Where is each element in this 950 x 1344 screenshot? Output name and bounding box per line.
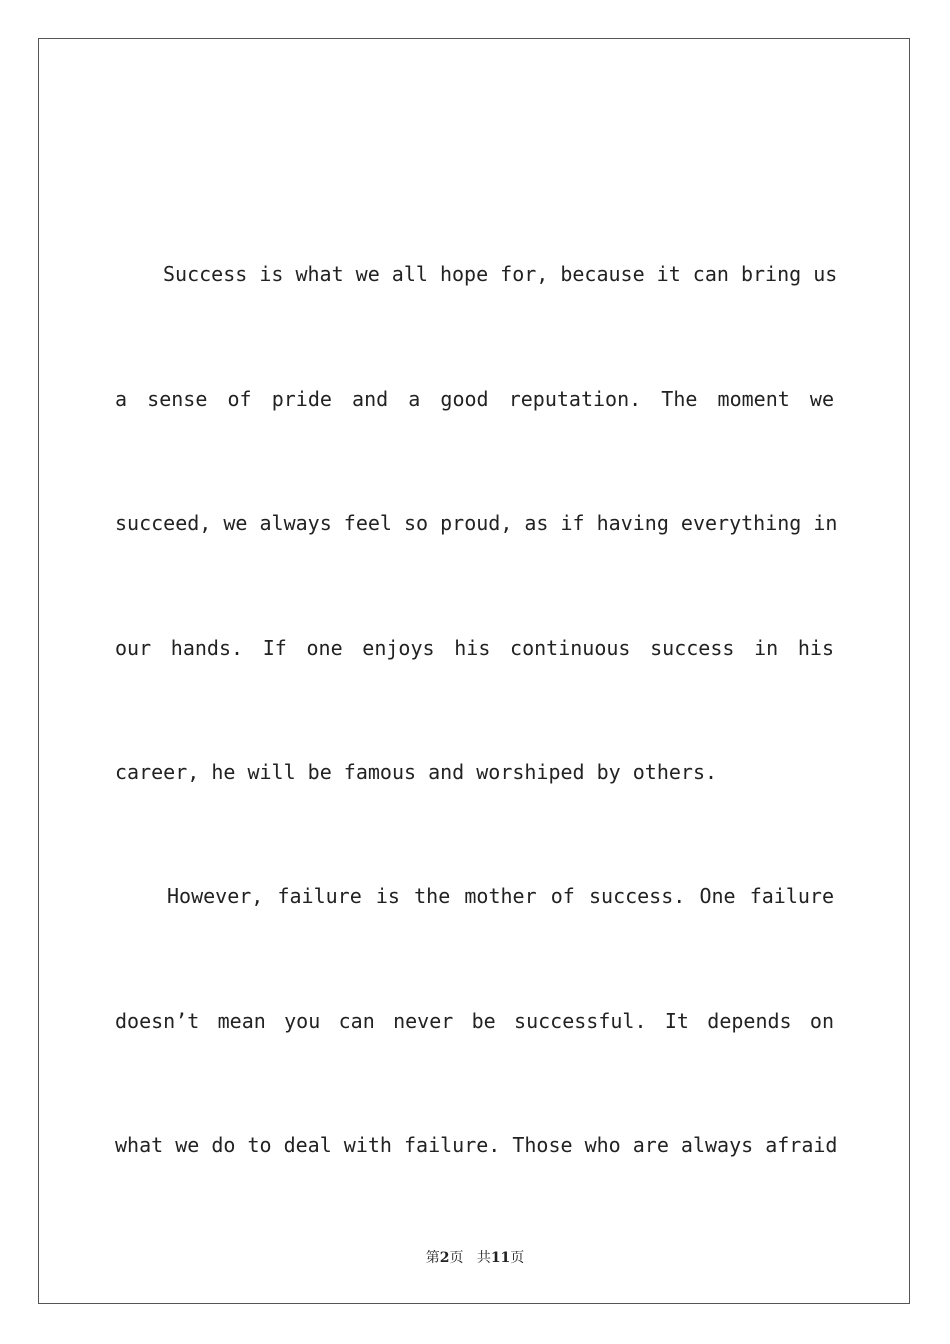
total-suffix: 页 (510, 1250, 525, 1266)
page-suffix: 页 (449, 1250, 464, 1266)
paragraph-2-line-1: However, failure is the mother of success. One failure (167, 884, 834, 908)
paragraph-1-line-2: a sense of pride and a good reputation. The moment we (115, 387, 834, 411)
page-number: 2 (439, 1250, 450, 1266)
paragraph-1-line-5: career, he will be famous and worshiped by others. (115, 760, 718, 784)
page-footer (0, 1247, 950, 1267)
total-prefix: 共 (476, 1250, 491, 1266)
paragraph-1-line-1: Success is what we all hope for, because it can bring us (163, 262, 838, 286)
paragraph-2-line-3: what we do to deal with failure. Those who are always afraid (115, 1133, 838, 1157)
page-frame (38, 38, 910, 1304)
paragraph-2-line-2: doesn’t mean you can never be successful. It depends on (115, 1009, 834, 1033)
paragraph-1-line-3: succeed, we always feel so proud, as if having everything in (115, 511, 838, 535)
page-prefix: 第 (425, 1250, 440, 1266)
total-pages: 11 (490, 1250, 511, 1266)
paragraph-1-line-4: our hands. If one enjoys his continuous success in his (115, 636, 834, 660)
